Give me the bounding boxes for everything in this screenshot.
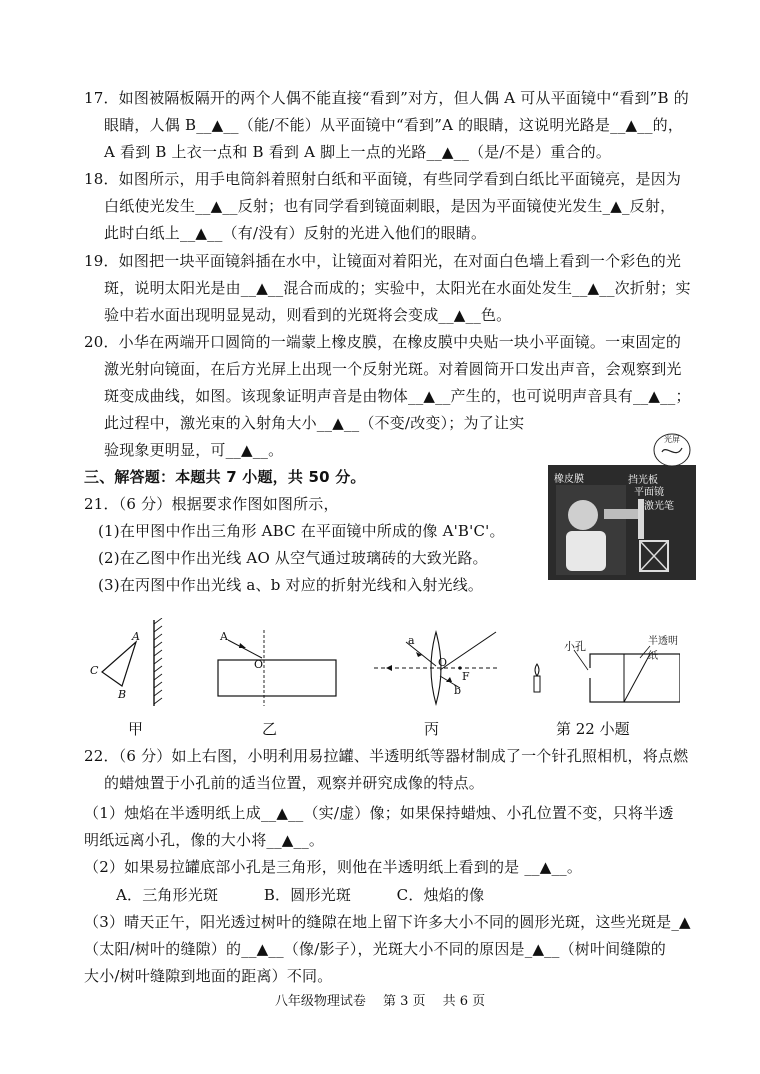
q22-part-3-line-3: 大小/树叶缝隙到地面的距离）不同。 xyxy=(84,967,333,985)
caption-jia: 甲 xyxy=(128,720,144,738)
q22-part-1-line-2: 明纸远离小孔，像的大小将__▲__。 xyxy=(84,831,325,849)
photo-label-4: 激光笔 xyxy=(644,501,674,512)
q20-line-2: 激光射向镜面，在后方光屏上出现一个反射光斑。对着圆筒开口发出声音，会观察到光 xyxy=(104,360,682,378)
q18-line-2: 白纸使光发生__▲__反射；也有同学看到镜面刺眼，是因为平面镜使光发生_▲_反射， xyxy=(104,197,676,215)
bing-label-b: b xyxy=(454,684,462,697)
q20-line-3: 斑变成曲线，如图。该现象证明声音是由物体__▲__产生的，也可说明声音具有__▲__； xyxy=(104,387,691,405)
q20-screen-inset xyxy=(652,430,692,468)
q21-part-1: (1)在甲图中作出三角形 ABC 在平面镜中所成的像 A'B'C'。 xyxy=(98,522,505,540)
jia-label-a: A xyxy=(132,630,140,643)
section-heading: 三、解答题：本题共 7 小题，共 50 分。 xyxy=(84,468,366,486)
photo-label-1: 橡皮膜 xyxy=(554,474,584,485)
figure-jia xyxy=(86,618,172,710)
q19-line-2: 斑，说明太阳光是由__▲__混合而成的；实验中，太阳光在水面处发生__▲__次折射；实 xyxy=(104,279,691,297)
bing-label-o: O xyxy=(438,656,448,669)
q20-experiment-photo xyxy=(548,465,696,580)
q22-hole-label: 小孔 xyxy=(564,640,586,653)
q20-line-5: 验现象更明显，可__▲__。 xyxy=(104,441,284,459)
screen-label: 光屏 xyxy=(664,435,680,444)
q18-line-3: 此时白纸上__▲__（有/没有）反射的光进入他们的眼睛。 xyxy=(104,224,487,242)
figure-bing xyxy=(372,628,502,708)
jia-label-b: B xyxy=(118,688,127,701)
q17-line-3: A 看到 B 上衣一点和 B 看到 A 脚上一点的光路__▲__（是/不是）重合的。 xyxy=(104,143,612,161)
q22-part-2-options: A．三角形光斑 B．圆形光斑 C．烛焰的像 xyxy=(116,886,485,904)
jia-label-c: C xyxy=(90,664,99,677)
q22-part-3-line-2: （太阳/树叶的缝隙）的__▲__（像/影子），光斑大小不同的原因是_▲__（树叶间缝隙的 xyxy=(84,940,666,958)
caption-q22: 第 22 小题 xyxy=(556,720,630,738)
q21-line-1: 21．（6 分）根据要求作图如图所示， xyxy=(84,495,339,513)
q22-part-3-line-1: （3）晴天正午，阳光透过树叶的缝隙在地上留下许多大小不同的圆形光斑，这些光斑是_▲ xyxy=(84,913,691,931)
yi-label-o: O xyxy=(254,658,264,671)
q21-part-3: (3)在丙图中作出光线 a、b 对应的折射光线和入射光线。 xyxy=(98,576,484,594)
q20-line-1: 20．小华在两端开口圆筒的一端蒙上橡皮膜，在橡皮膜中央贴一块小平面镜。一束固定的 xyxy=(84,333,682,351)
bing-label-a: a xyxy=(408,634,415,647)
yi-label-a: A xyxy=(220,630,228,643)
q17-line-2: 眼睛，人偶 B__▲__（能/不能）从平面镜中“看到”A 的眼睛，这说明光路是__▲__的， xyxy=(104,116,684,134)
q20-line-4: 此过程中，激光束的入射角大小__▲__（不变/改变）；为了让实 xyxy=(104,414,525,432)
q22-part-2: （2）如果易拉罐底部小孔是三角形，则他在半透明纸上看到的是 __▲__。 xyxy=(84,858,583,876)
q22-paper-label: 半透明纸 xyxy=(648,636,678,662)
q22-part-1-line-1: （1）烛焰在半透明纸上成__▲__（实/虚）像；如果保持蜡烛、小孔位置不变，只将半透 xyxy=(84,804,674,822)
q17-line-1: 17．如图被隔板隔开的两个人偶不能直接“看到”对方，但人偶 A 可从平面镜中“看到”B 的 xyxy=(84,89,689,107)
figure-yi xyxy=(214,628,340,708)
q22-line-2: 的蜡烛置于小孔前的适当位置，观察并研究成像的特点。 xyxy=(104,774,485,792)
q18-line-1: 18．如图所示，用手电筒斜着照射白纸和平面镜，有些同学看到白纸比平面镜亮，是因为 xyxy=(84,170,682,188)
photo-label-2: 挡光板 xyxy=(628,475,658,486)
q21-part-2: (2)在乙图中作出光线 AO 从空气通过玻璃砖的大致光路。 xyxy=(98,549,488,567)
caption-yi: 乙 xyxy=(262,720,278,738)
page-footer: 八年级物理试卷 第 3 页 共 6 页 xyxy=(274,994,486,1009)
bing-label-f: F xyxy=(462,670,470,683)
figure-q22 xyxy=(530,628,680,708)
q22-line-1: 22．（6 分）如上右图，小明利用易拉罐、半透明纸等器材制成了一个针孔照相机，将点燃 xyxy=(84,747,689,765)
photo-label-3: 平面镜 xyxy=(634,487,664,498)
q19-line-3: 验中若水面出现明显晃动，则看到的光斑将会变成__▲__色。 xyxy=(104,306,512,324)
q19-line-1: 19．如图把一块平面镜斜插在水中，让镜面对着阳光，在对面白色墙上看到一个彩色的光 xyxy=(84,252,682,270)
caption-bing: 丙 xyxy=(424,720,440,738)
